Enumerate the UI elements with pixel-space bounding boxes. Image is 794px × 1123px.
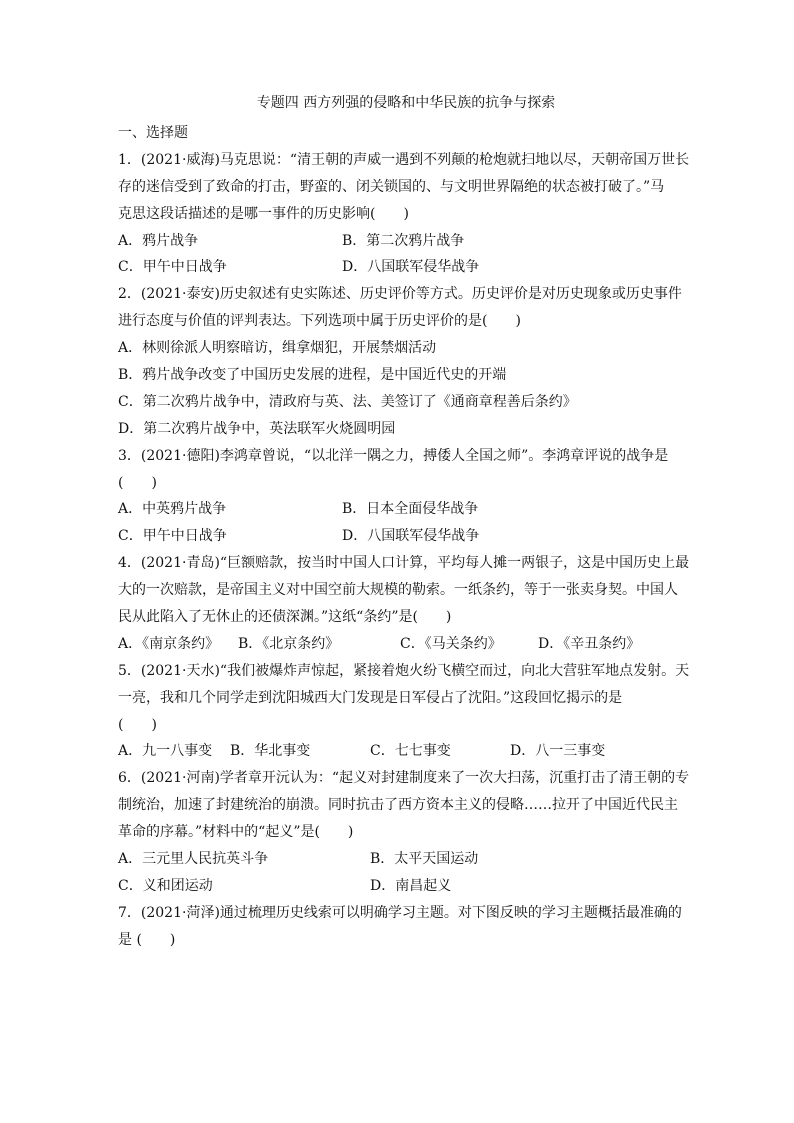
question-2-option-a: A．林则徐派人明察暗访，缉拿烟犯，开展禁烟活动: [118, 340, 437, 357]
question-5-options-row: [118, 738, 678, 765]
question-5-option-b: B．华北事变: [230, 743, 311, 760]
question-3-option-a: A．中英鸦片战争: [118, 501, 227, 518]
question-6-options-row-1: [118, 846, 678, 873]
question-4-line-2: 大的一次赔款，是帝国主义对中国空前大规模的勒索。一纸条约，等于一张卖身契。中国人: [118, 582, 678, 599]
question-5-option-c: C．七七事变: [370, 743, 451, 760]
question-list: [118, 120, 690, 954]
question-6-option-c: C．义和团运动: [118, 877, 213, 894]
question-3-option-b: B．日本全面侵华战争: [342, 501, 479, 518]
question-4-line-1: 4．(2021·青岛)“巨额赔款，按当时中国人口计算，平均每人摊一两银子，这是中国历史上最: [118, 555, 690, 572]
question-1-options-row-2: [118, 254, 678, 281]
question-1-option-b: B．第二次鸦片战争: [342, 232, 465, 249]
question-4-option-c: C．《马关条约》: [400, 635, 502, 652]
question-4-option-b: B．《北京条约》: [238, 635, 340, 652]
question-1-line-1: 1．(2021·威海)马克思说：“清王朝的声威一遇到不列颠的枪炮就扫地以尽，天朝帝国万世长: [118, 151, 690, 168]
question-6-line-3: 革命的序幕。”材料中的“起义”是( ): [118, 824, 354, 841]
question-6-options-row-2: [118, 873, 678, 900]
question-6-line-2: 制统治，加速了封建统治的崩溃。同时抗击了西方资本主义的侵略……拉开了中国近代民主: [118, 797, 678, 814]
question-2-line-2: 进行态度与价值的评判表达。下列选项中属于历史评价的是( ): [118, 313, 521, 330]
question-5-option-d: D．八一三事变: [510, 743, 606, 760]
question-6-line-1: 6．(2021·河南)学者章开沅认为：“起义对封建制度来了一次大扫荡，沉重打击了清王朝的专: [118, 770, 690, 787]
section-heading: 一、选择题: [118, 125, 188, 141]
question-5-line-2: 一亮，我和几个同学走到沈阳城西大门发现是日军侵占了沈阳。”这段回忆揭示的是: [118, 689, 623, 706]
question-3-line-2: ( ): [118, 474, 157, 491]
question-4-line-3: 民从此陷入了无休止的还债深渊。”这纸“条约”是( ): [118, 609, 452, 626]
question-2-option-c: C．第二次鸦片战争中，清政府与英、法、美签订了《通商章程善后条约》: [118, 393, 577, 410]
page-title: 专题四 西方列强的侵略和中华民族的抗争与探索: [256, 95, 556, 111]
question-3-option-d: D．八国联军侵华战争: [342, 528, 480, 545]
question-6-option-b: B．太平天国运动: [370, 851, 479, 868]
question-6-option-a: A．三元里人民抗英斗争: [118, 851, 269, 868]
question-3-option-c: C．甲午中日战争: [118, 528, 227, 545]
question-6-option-d: D．南昌起义: [370, 877, 452, 894]
question-5-option-a: A．九一八事变: [118, 743, 213, 760]
question-1-line-2: 存的迷信受到了致命的打击，野蛮的、闭关锁国的、与文明世界隔绝的状态被打破了。”马: [118, 178, 665, 195]
question-2-option-b: B．鸦片战争改变了中国历史发展的进程，是中国近代史的开端: [118, 367, 507, 384]
question-5-line-1: 5．(2021·天水)“我们被爆炸声惊起，紧接着炮火纷飞横空而过，向北大营驻军地点发射。天: [118, 662, 690, 679]
question-2-option-d: D．第二次鸦片战争中，英法联军火烧圆明园: [118, 420, 396, 437]
question-5-line-3: ( ): [118, 716, 157, 733]
question-3-options-row-1: [118, 496, 678, 523]
question-7-line-1: 7．(2021·菏泽)通过梳理历史线索可以明确学习主题。对下图反映的学习主题概括最准确的: [118, 904, 682, 921]
question-4-option-d: D．《辛丑条约》: [538, 635, 641, 652]
question-4-option-a: A．《南京条约》: [118, 635, 220, 652]
question-3-line-1: 3．(2021·德阳)李鸿章曾说，“以北洋一隅之力，搏倭人全国之师”。李鸿章评说的战争是: [118, 447, 669, 464]
question-1-option-a: A．鸦片战争: [118, 232, 199, 249]
question-1-option-c: C．甲午中日战争: [118, 259, 227, 276]
question-1-line-3: 克思这段话描述的是哪一事件的历史影响( ): [118, 205, 409, 222]
question-3-options-row-2: [118, 523, 678, 550]
question-7-line-2: 是 ( ): [118, 931, 176, 948]
question-1-options-row-1: [118, 228, 678, 255]
question-2-line-1: 2．(2021·泰安)历史叙述有史实陈述、历史评价等方式。历史评价是对历史现象或历史事件: [118, 286, 682, 303]
question-4-options-row: [118, 631, 678, 658]
question-1-option-d: D．八国联军侵华战争: [342, 259, 480, 276]
